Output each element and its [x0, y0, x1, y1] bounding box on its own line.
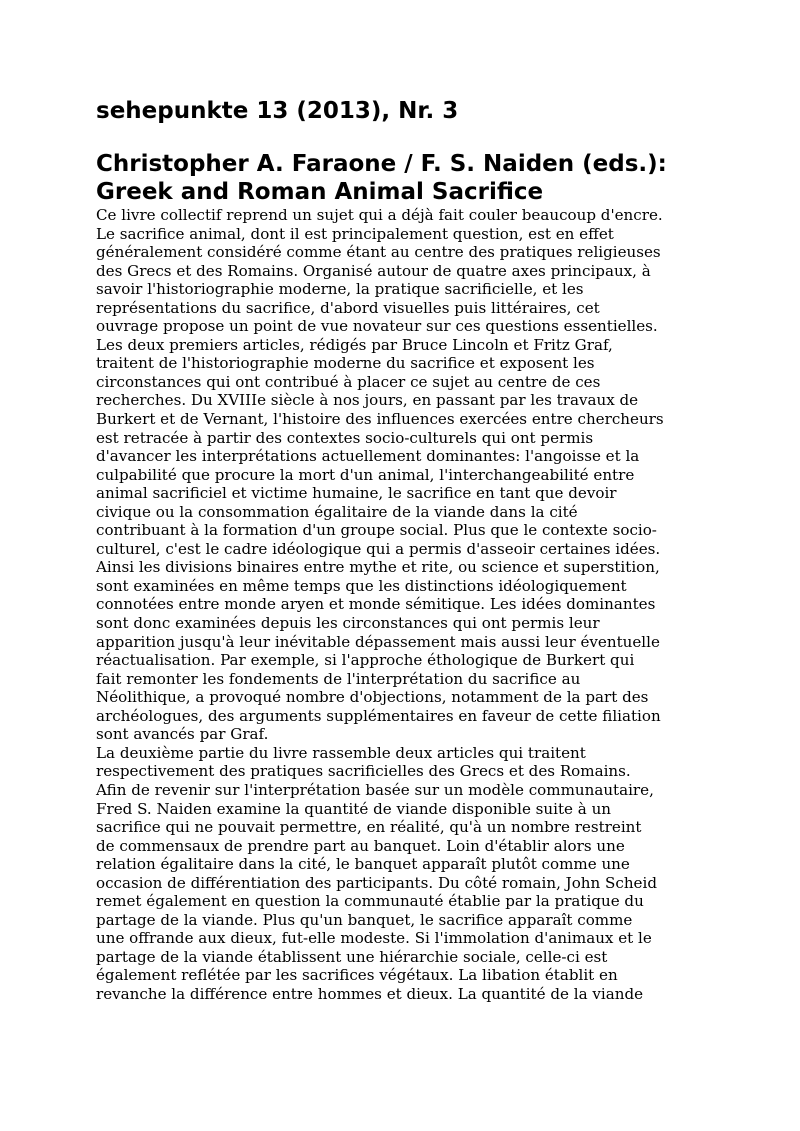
- review-title: [96, 150, 716, 206]
- body-line: Le sacrifice animal, dont il est principalement question, est en effet: [96, 224, 614, 243]
- body-line: connotées entre monde aryen et monde sémitique. Les idées dominantes: [96, 595, 656, 614]
- body-line: Néolithique, a provoqué nombre d'objections, notamment de la part des: [96, 688, 649, 707]
- body-line: représentations du sacrifice, d'abord visuelles puis littéraires, cet: [96, 298, 600, 317]
- body-line: savoir l'historiographie moderne, la pratique sacrificielle, et les: [96, 280, 584, 299]
- body-line: sont donc examinées depuis les circonstances qui ont permis leur: [96, 614, 600, 633]
- body-line: culpabilité que procure la mort d'un animal, l'interchangeabilité entre: [96, 465, 635, 484]
- body-line: sont examinées en même temps que les distinctions idéologiquement: [96, 576, 627, 595]
- body-line: partage de la viande. Plus qu'un banquet, le sacrifice apparaît comme: [96, 910, 633, 929]
- body-line: sont avancés par Graf.: [96, 725, 269, 744]
- body-line: respectivement des pratiques sacrificielles des Grecs et des Romains.: [96, 762, 631, 781]
- body-line: Afin de revenir sur l'interprétation basée sur un modèle communautaire,: [96, 780, 654, 799]
- body-line: civique ou la consommation égalitaire de la viande dans la cité: [96, 502, 578, 521]
- body-line: remet également en question la communauté établie par la pratique du: [96, 892, 644, 911]
- body-line: une offrande aux dieux, fut-elle modeste. Si l'immolation d'animaux et le: [96, 929, 652, 948]
- journal-reference: sehepunkte 13 (2013), Nr. 3: [96, 98, 459, 124]
- body-line: La deuxième partie du livre rassemble deux articles qui traitent: [96, 743, 586, 762]
- title-line: Greek and Roman Animal Sacrifice: [96, 179, 544, 205]
- body-line: apparition jusqu'à leur inévitable dépassement mais aussi leur éventuelle: [96, 632, 660, 651]
- body-line: culturel, c'est le cadre idéologique qui a permis d'asseoir certaines idées.: [96, 539, 661, 558]
- body-line: revanche la différence entre hommes et dieux. La quantité de la viande: [96, 984, 644, 1003]
- body-line: fait remonter les fondements de l'interprétation du sacrifice au: [96, 669, 581, 688]
- body-line: circonstances qui ont contribué à placer ce sujet au centre de ces: [96, 372, 601, 391]
- body-line: également reflétée par les sacrifices végétaux. La libation établit en: [96, 966, 618, 985]
- body-line: animal sacrificiel et victime humaine, le sacrifice en tant que devoir: [96, 484, 617, 503]
- body-line: recherches. Du XVIIIe siècle à nos jours, en passant par les travaux de: [96, 391, 639, 410]
- review-body: [96, 206, 716, 1004]
- body-line: des Grecs et des Romains. Organisé autour de quatre axes principaux, à: [96, 261, 651, 280]
- body-line: Fred S. Naiden examine la quantité de viande disponible suite à un: [96, 799, 612, 818]
- body-line: Burkert et de Vernant, l'histoire des influences exercées entre chercheurs: [96, 410, 664, 429]
- body-line: réactualisation. Par exemple, si l'approche éthologique de Burkert qui: [96, 651, 635, 670]
- body-line: contribuant à la formation d'un groupe social. Plus que le contexte socio-: [96, 521, 657, 540]
- body-line: de commensaux de prendre part au banquet. Loin d'établir alors une: [96, 836, 625, 855]
- body-line: relation égalitaire dans la cité, le banquet apparaît plutôt comme une: [96, 855, 630, 874]
- body-line: sacrifice qui ne pouvait permettre, en réalité, qu'à un nombre restreint: [96, 818, 642, 837]
- title-line: Christopher A. Faraone / F. S. Naiden (eds.):: [96, 151, 667, 177]
- body-line: ouvrage propose un point de vue novateur sur ces questions essentielles.: [96, 317, 658, 336]
- body-line: traitent de l'historiographie moderne du sacrifice et exposent les: [96, 354, 595, 373]
- document-page: [96, 96, 716, 1004]
- body-line: Les deux premiers articles, rédigés par Bruce Lincoln et Fritz Graf,: [96, 335, 613, 354]
- body-line: est retracée à partir des contextes socio-culturels qui ont permis: [96, 428, 594, 447]
- body-line: partage de la viande établissent une hiérarchie sociale, celle-ci est: [96, 947, 608, 966]
- body-line: Ainsi les divisions binaires entre mythe et rite, ou science et superstition,: [96, 558, 660, 577]
- body-line: archéologues, des arguments supplémentaires en faveur de cette filiation: [96, 706, 661, 725]
- body-line: Ce livre collectif reprend un sujet qui a déjà fait couler beaucoup d'encre.: [96, 206, 663, 224]
- body-line: occasion de différentiation des participants. Du côté romain, John Scheid: [96, 873, 657, 892]
- body-line: d'avancer les interprétations actuellement dominantes: l'angoisse et la: [96, 447, 640, 466]
- body-line: généralement considéré comme étant au centre des pratiques religieuses: [96, 243, 661, 262]
